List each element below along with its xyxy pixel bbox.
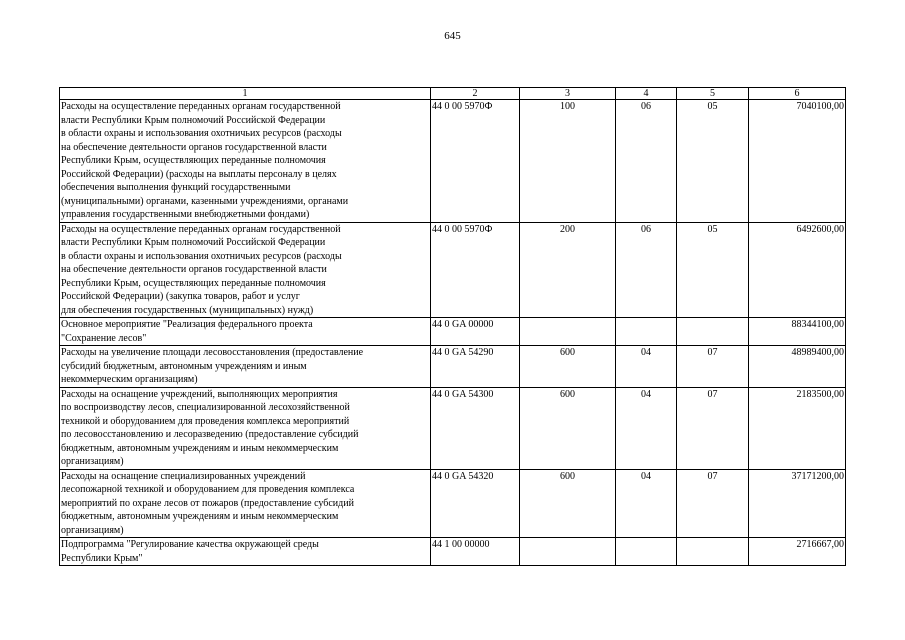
- table-row: [60, 469, 846, 538]
- section-cell: 06: [616, 222, 677, 318]
- table-row: [60, 346, 846, 388]
- expense-type-cell: 600: [520, 387, 616, 469]
- header-cell: 2: [431, 88, 520, 100]
- table-header-row: [60, 88, 846, 100]
- description-cell: Расходы на увеличение площади лесовосстановления (предоставление субсидий бюджетным, автономным учреждениям и иным некоммерческим организациям): [60, 346, 431, 388]
- section-cell: 04: [616, 387, 677, 469]
- expense-type-cell: [520, 318, 616, 346]
- table-row: [60, 387, 846, 469]
- header-cell: 1: [60, 88, 431, 100]
- subsection-cell: 07: [677, 469, 749, 538]
- table-row: [60, 222, 846, 318]
- amount-cell: 37171200,00: [749, 469, 846, 538]
- header-cell: 5: [677, 88, 749, 100]
- subsection-cell: 07: [677, 346, 749, 388]
- target-code-cell: 44 0 00 5970Ф: [431, 222, 520, 318]
- budget-table: [59, 87, 846, 566]
- section-cell: [616, 318, 677, 346]
- amount-cell: 88344100,00: [749, 318, 846, 346]
- expense-type-cell: 600: [520, 346, 616, 388]
- target-code-cell: 44 1 00 00000: [431, 538, 520, 566]
- amount-cell: 48989400,00: [749, 346, 846, 388]
- target-code-cell: 44 0 GA 54320: [431, 469, 520, 538]
- description-cell: Подпрограмма "Регулирование качества окружающей среды Республики Крым": [60, 538, 431, 566]
- table-row: [60, 318, 846, 346]
- header-cell: 4: [616, 88, 677, 100]
- target-code-cell: 44 0 GA 00000: [431, 318, 520, 346]
- table-row: [60, 100, 846, 223]
- target-code-cell: 44 0 GA 54300: [431, 387, 520, 469]
- expense-type-cell: [520, 538, 616, 566]
- amount-cell: 6492600,00: [749, 222, 846, 318]
- section-cell: 04: [616, 346, 677, 388]
- page-number: 645: [444, 30, 461, 42]
- description-cell: Расходы на оснащение специализированных учреждений лесопожарной техникой и оборудованием для проведения комплекса мероприятий по охране лесов от пожаров (предоставление субсидий бюджетным, автономным учреждениям и иным некоммерческим организациям): [60, 469, 431, 538]
- subsection-cell: 07: [677, 387, 749, 469]
- subsection-cell: [677, 318, 749, 346]
- description-cell: Основное мероприятие "Реализация федерального проекта "Сохранение лесов": [60, 318, 431, 346]
- expense-type-cell: 200: [520, 222, 616, 318]
- description-cell: Расходы на осуществление переданных органам государственной власти Республики Крым полномочий Российской Федерации в области охраны и использования охотничьих ресурсов (расходы на обеспечение деятельности органов государственной власти Республики Крым, осуществляющих переданные полномочия Российской Федерации) (закупка товаров, работ и услуг для обеспечения государственных (муниципальных) нужд): [60, 222, 431, 318]
- table-row: [60, 538, 846, 566]
- amount-cell: 2183500,00: [749, 387, 846, 469]
- expense-type-cell: 100: [520, 100, 616, 223]
- section-cell: 04: [616, 469, 677, 538]
- target-code-cell: 44 0 GA 54290: [431, 346, 520, 388]
- subsection-cell: [677, 538, 749, 566]
- header-cell: 3: [520, 88, 616, 100]
- target-code-cell: 44 0 00 5970Ф: [431, 100, 520, 223]
- header-cell: 6: [749, 88, 846, 100]
- section-cell: 06: [616, 100, 677, 223]
- expense-type-cell: 600: [520, 469, 616, 538]
- subsection-cell: 05: [677, 100, 749, 223]
- description-cell: Расходы на осуществление переданных органам государственной власти Республики Крым полномочий Российской Федерации в области охраны и использования охотничьих ресурсов (расходы на обеспечение деятельности органов государственной власти Республики Крым, осуществляющих переданные полномочия Российской Федерации) (расходы на выплаты персоналу в целях обеспечения выполнения функций государственными (муниципальными) органами, казенными учреждениями, органами управления государственными внебюджетными фондами): [60, 100, 431, 223]
- amount-cell: 7040100,00: [749, 100, 846, 223]
- section-cell: [616, 538, 677, 566]
- amount-cell: 2716667,00: [749, 538, 846, 566]
- subsection-cell: 05: [677, 222, 749, 318]
- description-cell: Расходы на оснащение учреждений, выполняющих мероприятия по воспроизводству лесов, специализированной лесохозяйственной техникой и оборудованием для проведения комплекса мероприятий по лесовосстановлению и лесоразведению (предоставление субсидий бюджетным, автономным учреждениям и иным некоммерческим организациям): [60, 387, 431, 469]
